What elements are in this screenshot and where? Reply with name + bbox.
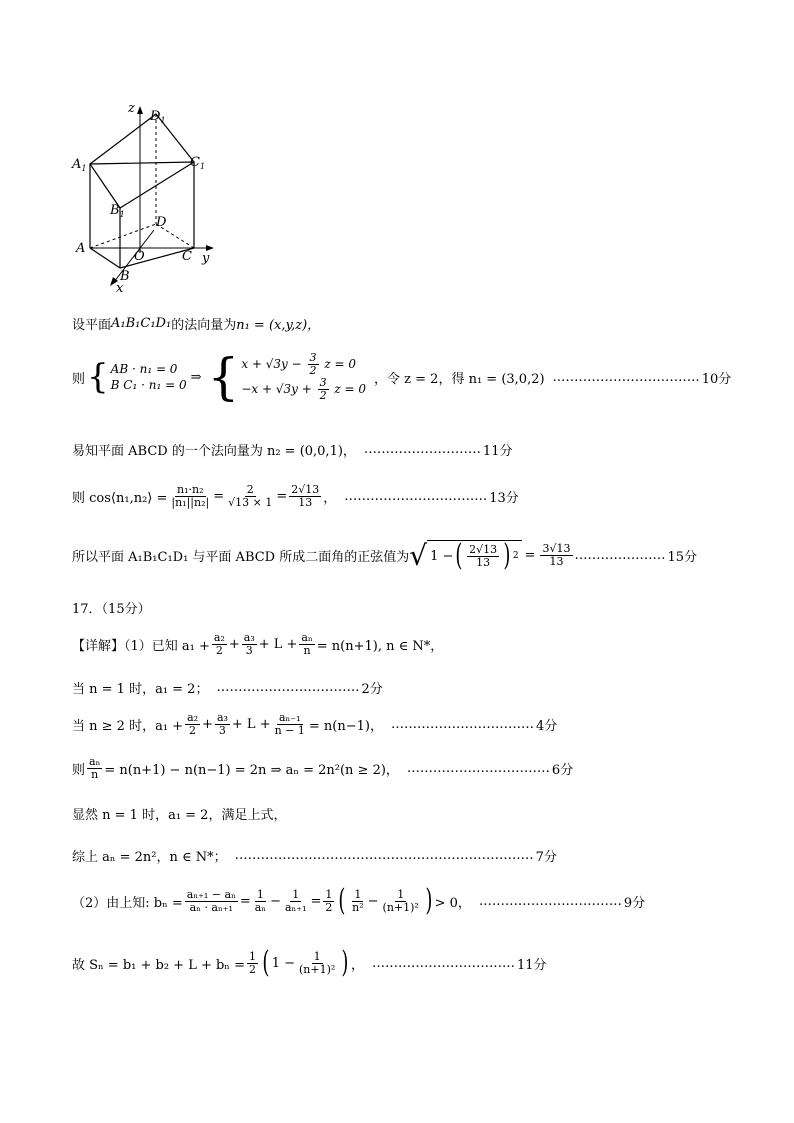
label-d: D <box>156 215 167 230</box>
minus: − <box>270 893 281 909</box>
numerator: 3 <box>319 376 327 389</box>
label-c: C <box>182 249 192 264</box>
fraction <box>299 632 314 657</box>
line-check-n1 <box>72 804 286 823</box>
left-brace: { <box>207 348 240 406</box>
system-conditions <box>111 361 187 393</box>
text: 17．（15分） <box>72 602 151 617</box>
numerator: 2 <box>246 483 254 496</box>
numerator: 2√13 <box>291 483 320 496</box>
fraction <box>185 889 238 914</box>
exponent: 2 <box>512 551 519 561</box>
label-x: x <box>116 281 124 296</box>
line-sine <box>72 540 697 571</box>
numerator: aₙ <box>301 631 313 644</box>
denominator: 13 <box>476 555 491 569</box>
left-paren: ( <box>455 538 463 573</box>
text: 故 Sₙ = b₁ + b₂ + L + bₙ = <box>72 957 245 973</box>
fraction <box>226 484 274 509</box>
text: = n(n−1)， <box>308 719 383 734</box>
system-equations <box>241 352 366 402</box>
fraction <box>381 889 421 914</box>
fraction <box>467 544 499 569</box>
score: 4分 <box>535 719 558 734</box>
numerator: a₃ <box>216 711 228 724</box>
dot-leader: …………………………………………………………… <box>234 848 534 863</box>
denominator: n² <box>352 900 364 914</box>
label-b: B <box>120 269 130 284</box>
denominator: 3 <box>218 724 226 737</box>
numerator: 3√13 <box>542 542 571 555</box>
denominator: 13 <box>549 555 564 568</box>
label-o: O <box>134 249 145 264</box>
fraction <box>323 889 334 914</box>
text: 1 − <box>430 548 454 564</box>
condition-row: AB · n₁ = 0 <box>110 362 178 376</box>
numerator: 2√13 <box>469 542 498 556</box>
label-c1: $C_1$ <box>190 155 206 171</box>
numerator: a₂ <box>187 711 199 724</box>
dot-leader: …………………………… <box>372 955 516 971</box>
text: 的法向量为 <box>171 318 237 333</box>
minus: − <box>367 893 379 909</box>
text: 1 − <box>271 955 295 971</box>
denominator: aₙ · aₙ₊₁ <box>189 900 233 914</box>
fraction <box>350 889 366 914</box>
equals: = <box>276 489 288 504</box>
label-b1: $B_1$ <box>110 203 125 219</box>
label-a: A <box>76 241 86 256</box>
label-d1: $D_1$ <box>150 109 166 125</box>
denominator: |n₁||n₂| <box>171 496 210 509</box>
text: z = 0 <box>334 382 367 396</box>
fraction <box>308 352 319 377</box>
denominator: 2 <box>215 644 223 657</box>
score: 13分 <box>489 491 519 506</box>
numerator: 1 <box>325 887 333 901</box>
denominator: 2 <box>189 724 197 737</box>
line-n-ge-2 <box>72 712 557 737</box>
text: 当 n ≥ 2 时，a₁ + <box>72 719 184 734</box>
left-brace: { <box>87 357 109 397</box>
prism-figure <box>70 98 290 298</box>
text: 显然 n = 1 时，a₁ = 2，满足上式， <box>72 808 287 823</box>
dot-leader: ………………… <box>574 548 666 563</box>
line-given <box>72 632 443 657</box>
denominator: 3 <box>245 644 253 657</box>
radicand <box>427 540 521 571</box>
numerator: aₙ₋₁ <box>278 711 301 724</box>
implies-arrow: ⇒ <box>190 369 202 385</box>
line-cos <box>72 484 519 509</box>
text: 综上 aₙ = 2n²，n ∈ N*； <box>72 850 227 865</box>
equation-row <box>241 377 366 402</box>
numerator: 3 <box>309 351 317 364</box>
plus: + <box>228 637 240 652</box>
dot-leader: .…………………………… <box>552 369 700 385</box>
denominator: 2 <box>325 900 333 914</box>
text: ，令 z = 2，得 n₁ = (3,0,2) <box>374 371 545 387</box>
text: 则 <box>72 763 86 778</box>
equals: = <box>239 893 251 909</box>
numerator: a₂ <box>213 631 225 644</box>
edge-ad <box>90 224 156 248</box>
fraction <box>242 632 257 657</box>
score: 11分 <box>482 444 513 459</box>
line-conclusion-an <box>72 846 557 865</box>
fraction <box>273 712 307 737</box>
text: ， <box>323 491 337 506</box>
text: 则 <box>72 371 86 387</box>
denominator: n <box>91 768 99 781</box>
numerator: 1 <box>248 949 256 963</box>
line-n1 <box>72 678 383 697</box>
question-heading <box>72 598 151 617</box>
line-bn <box>72 883 646 918</box>
edge-a1c1 <box>90 162 194 164</box>
equals: = <box>310 893 322 909</box>
right-paren: ) <box>341 945 349 980</box>
text: 设平面 <box>72 318 112 333</box>
fraction <box>289 484 321 509</box>
left-paren: ( <box>338 883 346 918</box>
text: （2）由上知: bₙ = <box>72 895 183 911</box>
numerator: a₃ <box>243 631 255 644</box>
dot-leader: …………………………… <box>216 680 360 695</box>
numerator: 1 <box>292 887 300 901</box>
dot-leader: …………………………… <box>344 489 488 504</box>
fraction <box>247 951 258 976</box>
right-paren: ) <box>503 538 511 573</box>
denominator: n − 1 <box>274 724 305 737</box>
vector-n1: n₁ = (x,y,z)， <box>236 318 321 333</box>
score: 15分 <box>667 550 698 565</box>
numerator: 1 <box>397 887 405 901</box>
denominator: n <box>303 644 311 657</box>
dot-leader: …………………………… <box>478 893 622 909</box>
label-a1: $A_1$ <box>72 157 87 173</box>
denominator: √13 × 1 <box>228 496 273 509</box>
line-system <box>72 348 732 406</box>
text: 易知平面 ABCD 的一个法向量为 n₂ = (0,0,1)， <box>72 444 356 459</box>
equation-row <box>241 352 366 377</box>
numerator: n₁·n₂ <box>177 483 204 496</box>
score: 7分 <box>535 850 557 865</box>
line-sn <box>72 945 547 980</box>
text: 所以平面 A₁B₁C₁D₁ 与平面 ABCD 所成二面角的正弦值为 <box>72 550 410 565</box>
score: 11分 <box>517 957 547 973</box>
score: 9分 <box>623 895 646 911</box>
fraction <box>87 756 102 781</box>
fraction <box>253 889 268 914</box>
plane-name: A₁B₁C₁D₁ <box>111 316 172 331</box>
fraction <box>169 484 211 509</box>
score: 10分 <box>701 371 732 387</box>
dot-leader: …………………………… <box>406 761 550 776</box>
numerator: aₙ <box>89 755 101 768</box>
fraction <box>297 951 337 976</box>
fraction <box>540 543 572 568</box>
dot-leader: …………………………… <box>390 717 534 732</box>
text: ， <box>351 957 365 973</box>
edge-ab <box>90 248 120 268</box>
numerator: 1 <box>354 887 362 901</box>
denominator: aₙ₊₁ <box>284 900 307 914</box>
denominator: aₙ <box>254 900 267 914</box>
fraction <box>185 712 200 737</box>
denominator: 2 <box>319 389 327 402</box>
top-face <box>90 114 194 208</box>
denominator: 2 <box>309 364 317 377</box>
denominator: 2 <box>248 962 256 976</box>
right-paren: ) <box>425 883 433 918</box>
text: > 0， <box>434 895 471 911</box>
line-normal-vector-def <box>72 314 320 333</box>
dot-leader: ……………………… <box>363 442 481 457</box>
text: + L + <box>231 717 271 732</box>
equals: = <box>524 548 536 563</box>
fraction <box>283 889 309 914</box>
score: 6分 <box>551 763 574 778</box>
radical-sign: √ <box>409 538 428 572</box>
fraction <box>318 377 329 402</box>
line-normal-abcd <box>72 440 512 459</box>
text: = n(n+1), n ∈ N*， <box>316 639 444 654</box>
text: 则 cos⟨n₁,n₂⟩ = <box>72 491 168 506</box>
score: 2分 <box>361 682 383 697</box>
left-paren: ( <box>262 945 270 980</box>
condition-row: B C₁ · n₁ = 0 <box>110 378 187 392</box>
fraction <box>215 712 230 737</box>
text: 【详解】（1）已知 a₁ + <box>72 639 210 654</box>
line-an-formula <box>72 756 573 781</box>
label-y: y <box>202 251 210 266</box>
numerator: 1 <box>313 949 321 963</box>
text: x + √3y − <box>241 357 302 371</box>
text: −x + √3y + <box>241 382 312 396</box>
label-z: z <box>128 101 135 116</box>
equals: = <box>213 489 225 504</box>
text: + L + <box>258 637 298 652</box>
z-axis-arrow <box>137 106 143 114</box>
denominator: 13 <box>298 496 313 509</box>
fraction <box>212 632 227 657</box>
denominator: (n+1)² <box>298 962 336 976</box>
text: 当 n = 1 时，a₁ = 2； <box>72 682 209 697</box>
denominator: (n+1)² <box>382 900 419 914</box>
text: = n(n+1) − n(n−1) = 2n ⇒ aₙ = 2n²(n ≥ 2)， <box>104 763 399 778</box>
numerator: 1 <box>256 887 264 901</box>
numerator: aₙ₊₁ − aₙ <box>186 887 236 901</box>
plus: + <box>202 717 213 732</box>
square-root <box>409 540 521 571</box>
text: z = 0 <box>324 357 356 371</box>
